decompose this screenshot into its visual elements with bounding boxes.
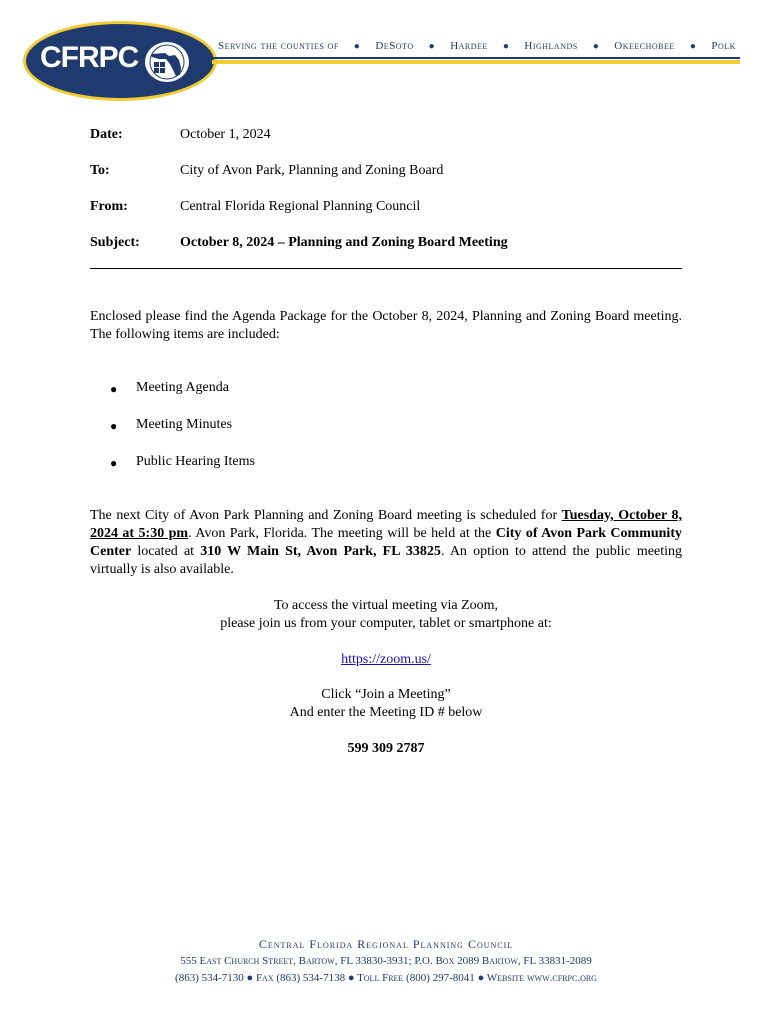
bullet-icon: ● (110, 382, 118, 396)
bullet-icon: ● (592, 40, 600, 52)
click-join-line: Click “Join a Meeting” (321, 687, 451, 702)
date-value: October 1, 2024 (180, 127, 271, 142)
schedule-text-3: located at (131, 544, 201, 559)
memo-to-row (90, 163, 682, 199)
bullet-icon: ● (347, 972, 358, 984)
header-rule-gold (212, 60, 740, 64)
meeting-id: 599 309 2787 (347, 741, 425, 756)
list-item (110, 380, 255, 417)
to-label: To: (90, 163, 110, 178)
county-polk: Polk (711, 40, 736, 52)
footer-phone: (863) 534-7130 (175, 972, 244, 984)
list-item (110, 417, 255, 454)
header-rule-navy (210, 57, 740, 59)
enter-id-line: And enter the Meeting ID # below (289, 705, 483, 720)
subject-label: Subject: (90, 235, 140, 250)
from-label: From: (90, 199, 128, 214)
footer-toll-free: Toll Free (800) 297-8041 (357, 972, 475, 984)
list-item-label: Public Hearing Items (136, 454, 255, 469)
county-highlands: Highlands (524, 40, 578, 52)
from-value: Central Florida Regional Planning Council (180, 199, 421, 214)
footer-org-name: Central Florida Regional Planning Council (258, 937, 514, 951)
memo-subject-row (90, 235, 682, 271)
counties-banner (218, 40, 736, 52)
bullet-icon: ● (110, 456, 118, 470)
county-desoto: DeSoto (375, 40, 414, 52)
footer-website[interactable]: Website www.cfrpc.org (486, 972, 597, 984)
bullet-icon: ● (110, 419, 118, 433)
memo-header (90, 127, 682, 271)
schedule-text-1: The next City of Avon Park Planning and Zoning Board meeting is scheduled for (90, 508, 562, 523)
county-hardee: Hardee (450, 40, 488, 52)
date-label: Date: (90, 127, 123, 142)
footer-contact (90, 972, 682, 984)
schedule-text-2: . Avon Park, Florida. The meeting will be held at the (188, 526, 496, 541)
logo-text: CFRPC (40, 41, 139, 74)
memo-from-row (90, 199, 682, 235)
subject-value: October 8, 2024 – Planning and Zoning Board Meeting (180, 235, 508, 250)
bullet-icon: ● (502, 40, 510, 52)
serving-label: Serving the counties of (218, 40, 339, 52)
footer-address: 555 East Church Street, Bartow, FL 33830-3931; P.O. Box 2089 Bartow, FL 33831-2089 (180, 955, 592, 967)
bullet-icon: ● (353, 40, 361, 52)
list-item-label: Meeting Agenda (136, 380, 229, 395)
meeting-datetime: Tuesday, October 8, 2024 at 5:30 pm (90, 508, 682, 541)
schedule-text-4: . An option to attend the public meeting virtually is also available. (90, 544, 682, 577)
zoom-link[interactable]: https://zoom.us/ (341, 652, 431, 667)
zoom-instructions-line-2: please join us from your computer, tablet or smartphone at: (220, 616, 552, 631)
florida-map-icon (145, 42, 189, 82)
county-okeechobee: Okeechobee (614, 40, 675, 52)
meeting-address: 310 W Main St, Avon Park, FL 33825 (200, 544, 441, 559)
bullet-icon: ● (428, 40, 436, 52)
bullet-icon: ● (477, 972, 487, 984)
zoom-link-row (90, 651, 682, 669)
memo-date-row (90, 127, 682, 163)
bullet-icon: ● (689, 40, 697, 52)
schedule-paragraph (90, 507, 682, 579)
footer-fax: Fax (863) 534-7138 (255, 972, 346, 984)
bullet-icon: ● (246, 972, 256, 984)
memo-divider (90, 268, 682, 269)
list-item (110, 454, 255, 491)
intro-paragraph: Enclosed please find the Agenda Package for the October 8, 2024, Planning and Zoning Board meeting. The following items are included: (90, 309, 682, 342)
meeting-venue: City of Avon Park Community Center (90, 526, 682, 559)
to-value: City of Avon Park, Planning and Zoning Board (180, 163, 444, 178)
included-items-list (110, 380, 255, 491)
zoom-instructions-line-1: To access the virtual meeting via Zoom, (273, 598, 499, 613)
list-item-label: Meeting Minutes (136, 417, 233, 432)
